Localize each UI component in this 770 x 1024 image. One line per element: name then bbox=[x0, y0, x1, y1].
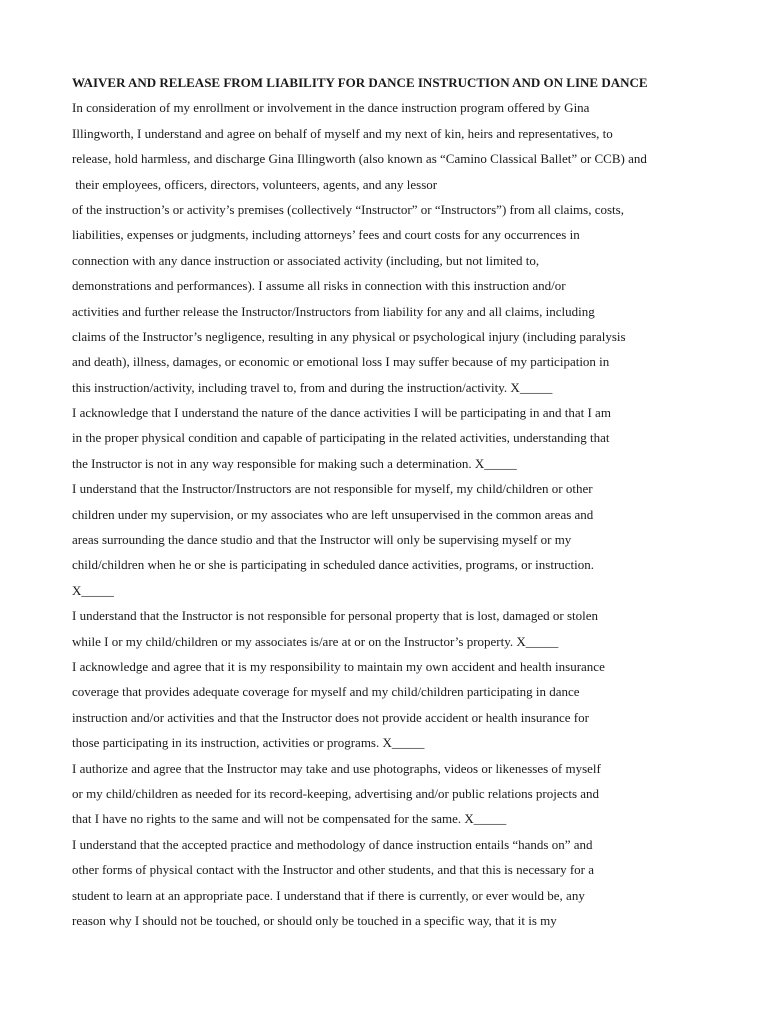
body-line: the Instructor is not in any way responsible for making such a determination. X_____ bbox=[72, 455, 517, 471]
body-line: in the proper physical condition and capable of participating in the related activities, understanding that bbox=[72, 430, 610, 446]
body-line: of the instruction’s or activity’s premises (collectively “Instructor” or “Instructors”) from all claims, costs, bbox=[72, 201, 624, 217]
body-line: I understand that the Instructor/Instructors are not responsible for myself, my child/children or other bbox=[72, 481, 593, 497]
body-line: activities and further release the Instructor/Instructors from liability for any and all claims, including bbox=[72, 303, 595, 319]
body-line: that I have no rights to the same and will not be compensated for the same. X_____ bbox=[72, 811, 507, 827]
body-line: reason why I should not be touched, or should only be touched in a specific way, that it is my bbox=[72, 912, 557, 928]
body-line: I understand that the accepted practice and methodology of dance instruction entails “hands on” and bbox=[72, 836, 593, 852]
document-title: WAIVER AND RELEASE FROM LIABILITY FOR DANCE INSTRUCTION AND ON LINE DANCE bbox=[72, 75, 648, 90]
body-line: or my child/children as needed for its record-keeping, advertising and/or public relations projects and bbox=[72, 785, 600, 801]
body-line: I acknowledge and agree that it is my responsibility to maintain my own accident and health insurance bbox=[72, 658, 605, 674]
body-line: other forms of physical contact with the Instructor and other students, and that this is necessary for a bbox=[72, 862, 595, 878]
body-line: release, hold harmless, and discharge Gina Illingworth (also known as “Camino Classical Ballet” or CCB) and bbox=[72, 151, 647, 167]
body-line: liabilities, expenses or judgments, including attorneys’ fees and court costs for any occurrences in bbox=[72, 227, 580, 243]
body-line: instruction and/or activities and that the Instructor does not provide accident or health insurance for bbox=[72, 709, 589, 725]
body-line: I authorize and agree that the Instructor may take and use photographs, videos or likenesses of myself bbox=[72, 760, 601, 776]
body-line: In consideration of my enrollment or involvement in the dance instruction program offered by Gina bbox=[72, 100, 590, 116]
body-line: areas surrounding the dance studio and that the Instructor will only be supervising myself or my bbox=[72, 532, 572, 548]
body-line: those participating in its instruction, activities or programs. X_____ bbox=[72, 735, 425, 751]
body-line: coverage that provides adequate coverage for myself and my child/children participating in dance bbox=[72, 684, 580, 700]
body-line: Illingworth, I understand and agree on behalf of myself and my next of kin, heirs and representatives, to bbox=[72, 125, 613, 141]
body-line: I acknowledge that I understand the nature of the dance activities I will be participating in and that I am bbox=[72, 405, 611, 421]
body-line: claims of the Instructor’s negligence, resulting in any physical or psychological injury (including paralysis bbox=[72, 328, 626, 344]
body-line: their employees, officers, directors, volunteers, agents, and any lessor bbox=[72, 176, 438, 192]
body-line: children under my supervision, or my associates who are left unsupervised in the common areas and bbox=[72, 506, 594, 522]
body-line: X_____ bbox=[72, 582, 114, 598]
body-line: connection with any dance instruction or associated activity (including, but not limited to, bbox=[72, 252, 540, 268]
body-line: this instruction/activity, including travel to, from and during the instruction/activity. X_____ bbox=[72, 379, 553, 395]
body-line: I understand that the Instructor is not responsible for personal property that is lost, damaged or stolen bbox=[72, 608, 599, 624]
body-line: and death), illness, damages, or economic or emotional loss I may suffer because of my participation in bbox=[72, 354, 610, 370]
body-line: child/children when he or she is participating in scheduled dance activities, programs, or instruction. bbox=[72, 557, 595, 573]
body-line: demonstrations and performances). I assume all risks in connection with this instruction and/or bbox=[72, 278, 566, 294]
document-body bbox=[72, 70, 712, 933]
body-line: student to learn at an appropriate pace. I understand that if there is currently, or ever would be, any bbox=[72, 887, 585, 903]
body-line: while I or my child/children or my associates is/are at or on the Instructor’s property. X_____ bbox=[72, 633, 559, 649]
